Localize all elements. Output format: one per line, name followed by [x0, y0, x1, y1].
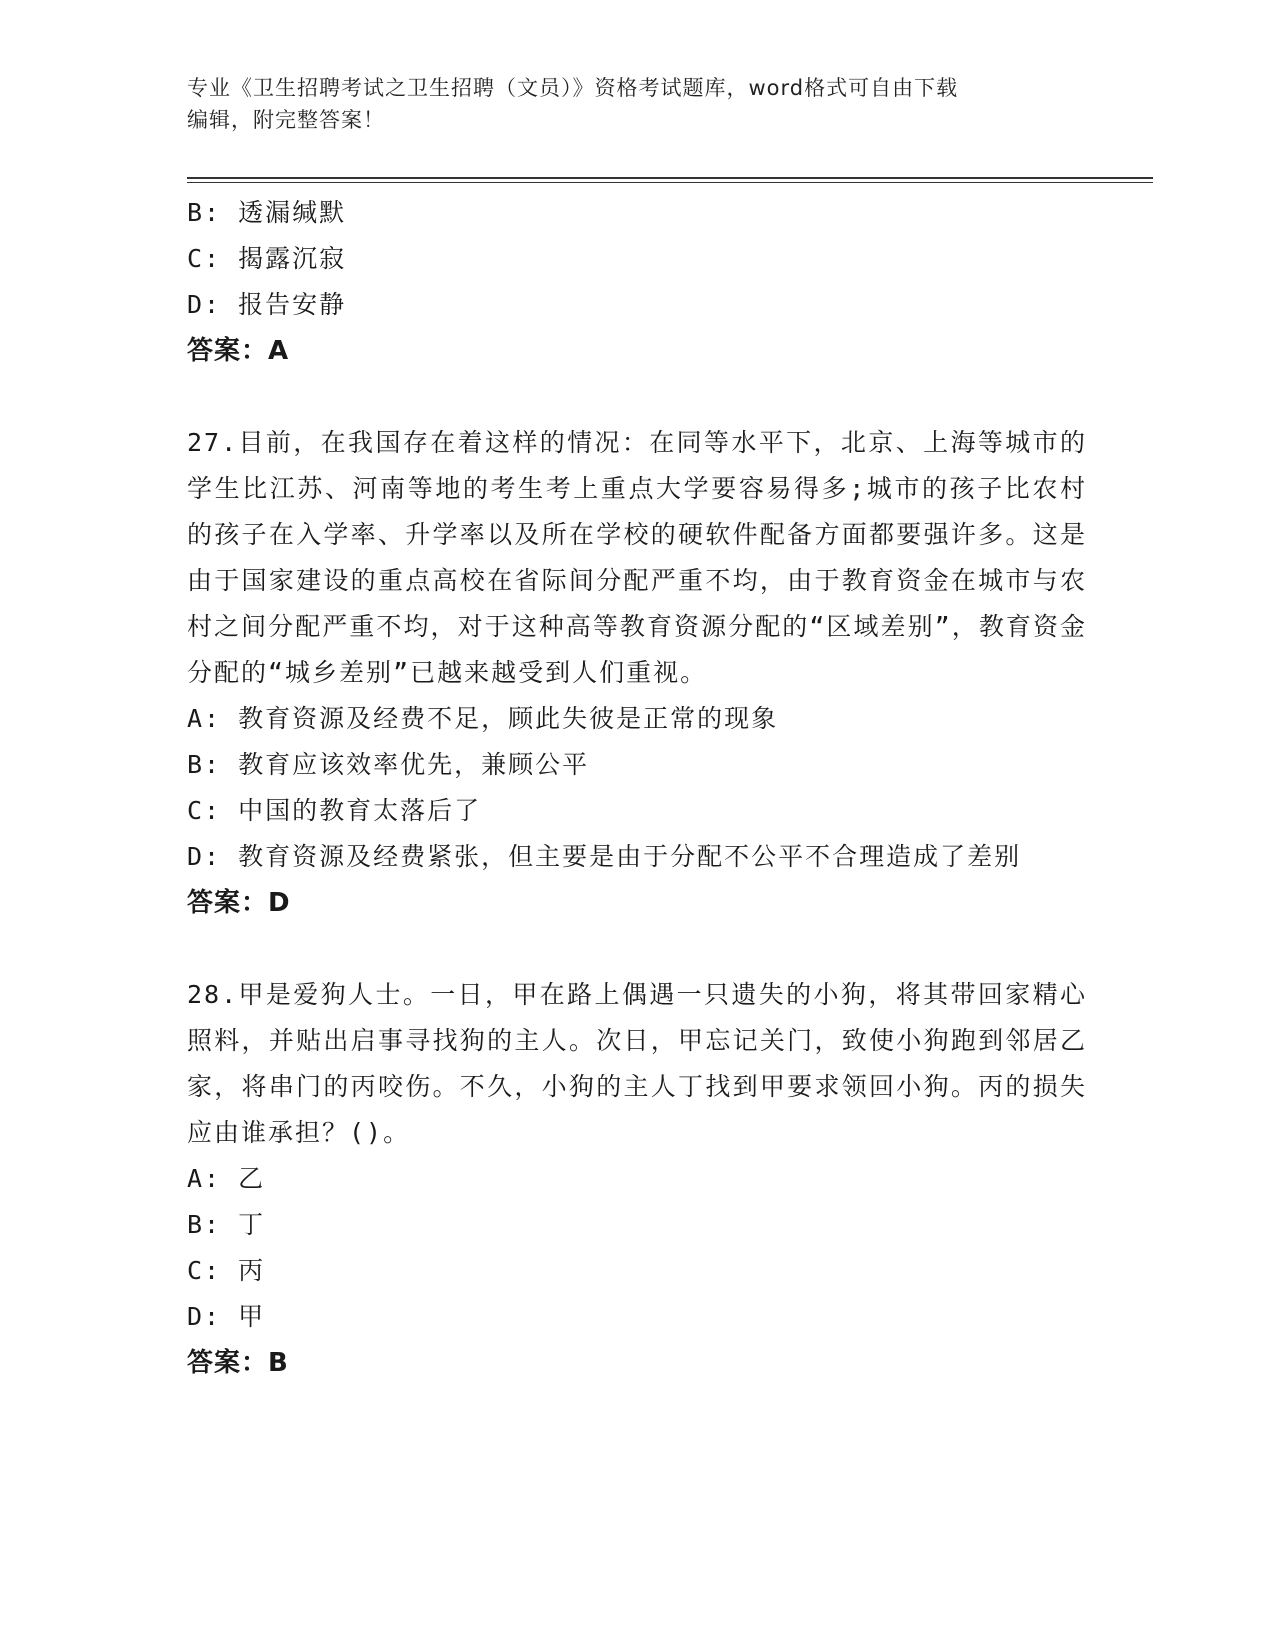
- answer-line: 答案：D: [187, 888, 291, 918]
- option-d: D: 甲: [187, 1302, 266, 1331]
- header-line-1: 专业《卫生招聘考试之卫生招聘（文员）》资格考试题库，word格式可自由下载: [187, 76, 959, 100]
- header-divider-thick: [187, 177, 1153, 179]
- option-b: B: 丁: [187, 1210, 266, 1239]
- option-c: C: 中国的教育太落后了: [187, 796, 482, 825]
- document-header: [187, 72, 1067, 136]
- header-divider-thin: [187, 182, 1153, 183]
- option-a: A: 教育资源及经费不足，顾此失彼是正常的现象: [187, 704, 779, 733]
- question-text: 27.目前，在我国存在着这样的情况：在同等水平下，北京、上海等城市的学生比江苏、河南等地的考生考上重点大学要容易得多;城市的孩子比农村的孩子在入学率、升学率以及所在学校的硬软件配备方面都要强许多。这是由于国家建设的重点高校在省际间分配严重不均，由于教育资金在城市与农村之间分配严重不均，对于这种高等教育资源分配的“区域差别”，教育资金分配的“城乡差别”已越来越受到人们重视。: [187, 428, 1087, 687]
- option-d: D: 教育资源及经费紧张，但主要是由于分配不公平不合理造成了差别: [187, 842, 1022, 871]
- option-c: C: 丙: [187, 1256, 266, 1285]
- option-d: D: 报告安静: [187, 290, 347, 319]
- answer-line: 答案：A: [187, 336, 290, 366]
- document-body: [187, 190, 1087, 1386]
- question-28: [187, 972, 1087, 1386]
- answer-line: 答案：B: [187, 1348, 289, 1378]
- option-b: B: 透漏缄默: [187, 198, 347, 227]
- option-b: B: 教育应该效率优先，兼顾公平: [187, 750, 590, 779]
- question-text: 28.甲是爱狗人士。一日，甲在路上偶遇一只遗失的小狗，将其带回家精心照料，并贴出启事寻找狗的主人。次日，甲忘记关门，致使小狗跑到邻居乙家，将串门的丙咬伤。不久，小狗的主人丁找到甲要求领回小狗。丙的损失应由谁承担？()。: [187, 980, 1087, 1147]
- option-a: A: 乙: [187, 1164, 266, 1193]
- question-27: [187, 420, 1087, 926]
- previous-question-tail: [187, 190, 1087, 374]
- option-c: C: 揭露沉寂: [187, 244, 347, 273]
- header-line-2: 编辑，附完整答案！: [187, 108, 385, 132]
